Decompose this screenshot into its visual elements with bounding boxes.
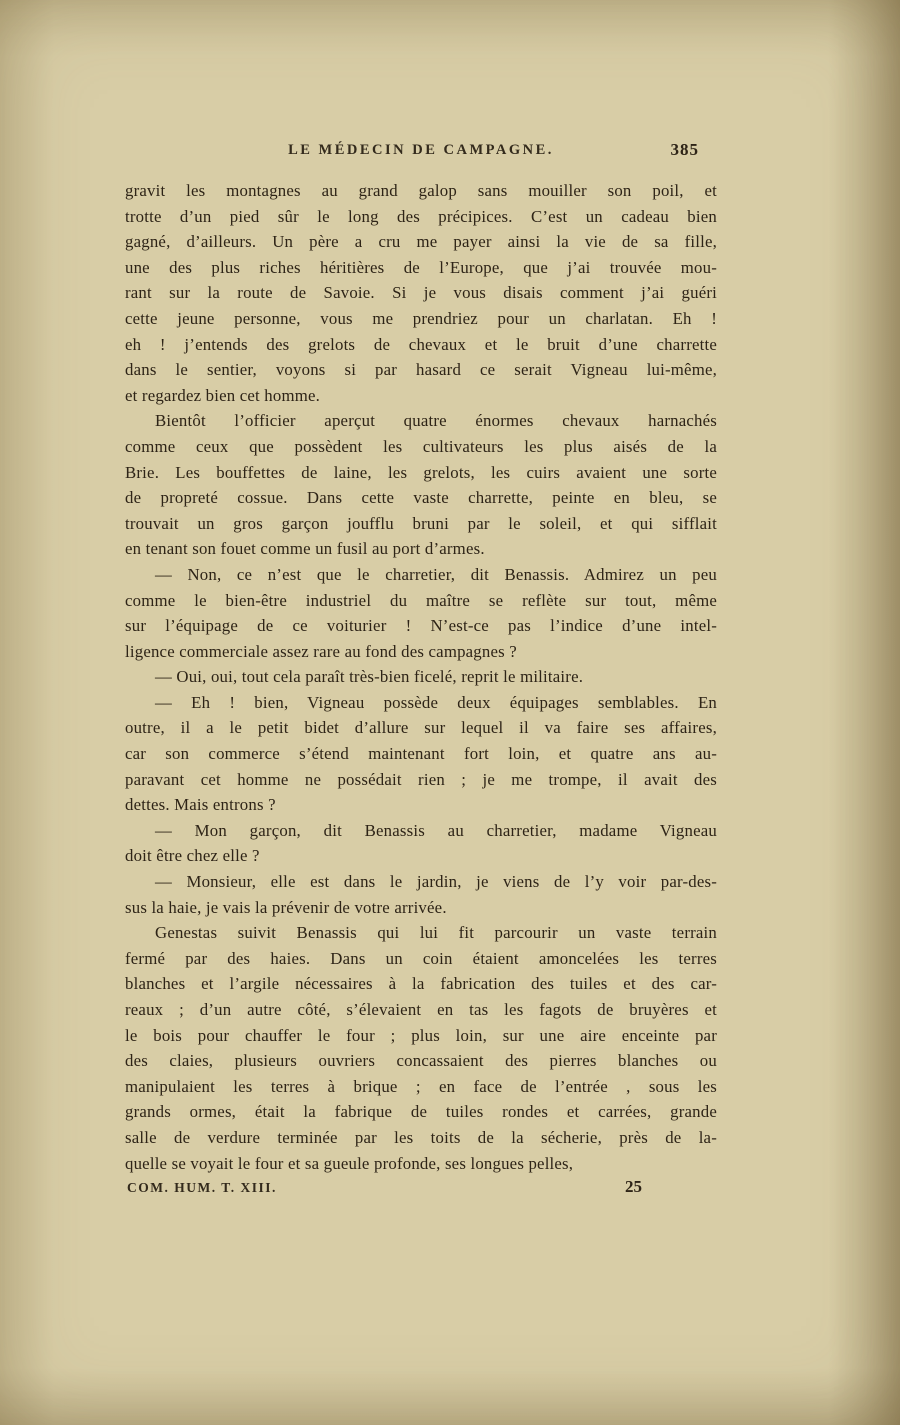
text-line: blanches et l’argile nécessaires à la fabrication des tuiles et des car- xyxy=(125,974,717,994)
text-line: Bientôt l’officier aperçut quatre énormes chevaux harnachés xyxy=(155,411,717,431)
text-line: salle de verdure terminée par les toits de la sécherie, près de la- xyxy=(125,1127,717,1147)
text-line: une des plus riches héritières de l’Europe, que j’ai trouvée mou- xyxy=(125,257,717,277)
text-line: reaux ; d’un autre côté, s’élevaient en tas les fagots de bruyères et xyxy=(125,1000,717,1019)
text-line: fermé par des haies. Dans un coin étaient amoncelées les terres xyxy=(125,948,717,968)
text-line: car son commerce s’étend maintenant fort loin, et quatre ans au- xyxy=(125,744,717,764)
page-footer xyxy=(125,1177,717,1204)
text-line: en tenant son fouet comme un fusil au port d’armes. xyxy=(125,539,485,559)
paragraph xyxy=(125,869,717,920)
paragraph xyxy=(125,178,717,408)
text-line: rant sur la route de Savoie. Si je vous disais comment j’ai guéri xyxy=(125,283,717,303)
paragraph xyxy=(125,818,717,869)
paragraph xyxy=(125,664,717,690)
text-line: de propreté cossue. Dans cette vaste charrette, peinte en bleu, se xyxy=(125,488,717,508)
text-line: comme ceux que possèdent les cultivateurs les plus aisés de la xyxy=(125,436,717,456)
paragraph xyxy=(125,562,717,664)
page-title: LE MÉDECIN DE CAMPAGNE. xyxy=(288,142,554,158)
series-signature: COM. HUM. T. XIII. xyxy=(127,1180,277,1196)
text-line: manipulaient les terres à brique ; en face de l’entrée , sous les xyxy=(125,1076,717,1096)
text-line: le bois pour chauffer le four ; plus loin, sur une aire enceinte par xyxy=(125,1025,717,1045)
text-line: dans le sentier, voyons si par hasard ce serait Vigneau lui-même, xyxy=(125,360,717,380)
running-head xyxy=(125,142,717,164)
text-line: gravit les montagnes au grand galop sans mouiller son poil, et xyxy=(125,181,717,200)
page-number: 385 xyxy=(670,140,699,159)
text-line: outre, il a le petit bidet d’allure sur lequel il va faire ses affaires, xyxy=(125,718,717,738)
text-line: Brie. Les bouffettes de laine, les grelots, les cuirs avaient une sorte xyxy=(125,462,717,482)
text-line: Genestas suivit Benassis qui lui fit parcourir un vaste terrain xyxy=(155,923,717,943)
text-line: cette jeune personne, vous me prendriez pour un charlatan. Eh ! xyxy=(125,308,717,328)
text-line: paravant cet homme ne possédait rien ; je me trompe, il avait des xyxy=(125,769,717,789)
text-line: — Non, ce n’est que le charretier, dit Benassis. Admirez un peu xyxy=(155,564,717,584)
text-line: sus la haie, je vais la prévenir de votre arrivée. xyxy=(125,897,447,917)
paragraph xyxy=(125,920,717,1176)
text-line: comme le bien-être industriel du maître se reflète sur tout, même xyxy=(125,590,717,610)
text-line: gagné, d’ailleurs. Un père a cru me payer ainsi la vie de sa fille, xyxy=(125,232,717,252)
paragraph xyxy=(125,690,717,818)
text-line: des claies, plusieurs ouvriers concassaient des pierres blanches ou xyxy=(125,1051,717,1071)
text-line: sur l’équipage de ce voiturier ! N’est-ce pas l’indice d’une intel- xyxy=(125,616,717,636)
text-line: eh ! j’entends des grelots de chevaux et le bruit d’une charrette xyxy=(125,334,717,354)
text-line: grands ormes, était la fabrique de tuiles rondes et carrées, grande xyxy=(125,1102,717,1122)
text-line: doit être chez elle ? xyxy=(125,846,260,866)
text-line: ligence commerciale assez rare au fond des campagnes ? xyxy=(125,641,517,661)
page-body xyxy=(125,178,717,1176)
text-line: et regardez bien cet homme. xyxy=(125,385,321,405)
text-line: — Oui, oui, tout cela paraît très-bien ficelé, reprit le militaire. xyxy=(155,667,584,687)
text-line: trotte d’un pied sûr le long des précipices. C’est un cadeau bien xyxy=(125,206,717,226)
text-line: — Monsieur, elle est dans le jardin, je viens de l’y voir par-des- xyxy=(155,872,717,892)
text-line: — Eh ! bien, Vigneau possède deux équipages semblables. En xyxy=(155,692,717,712)
paragraph xyxy=(125,408,717,562)
text-line: dettes. Mais entrons ? xyxy=(125,795,276,815)
sheet-number: 25 xyxy=(625,1177,642,1197)
text-line: — Mon garçon, dit Benassis au charretier, madame Vigneau xyxy=(155,820,717,840)
text-line: quelle se voyait le four et sa gueule profonde, ses longues pelles, xyxy=(125,1153,574,1173)
text-block xyxy=(125,142,717,1204)
text-line: trouvait un gros garçon joufflu bruni par le soleil, et qui sifflait xyxy=(125,513,717,533)
